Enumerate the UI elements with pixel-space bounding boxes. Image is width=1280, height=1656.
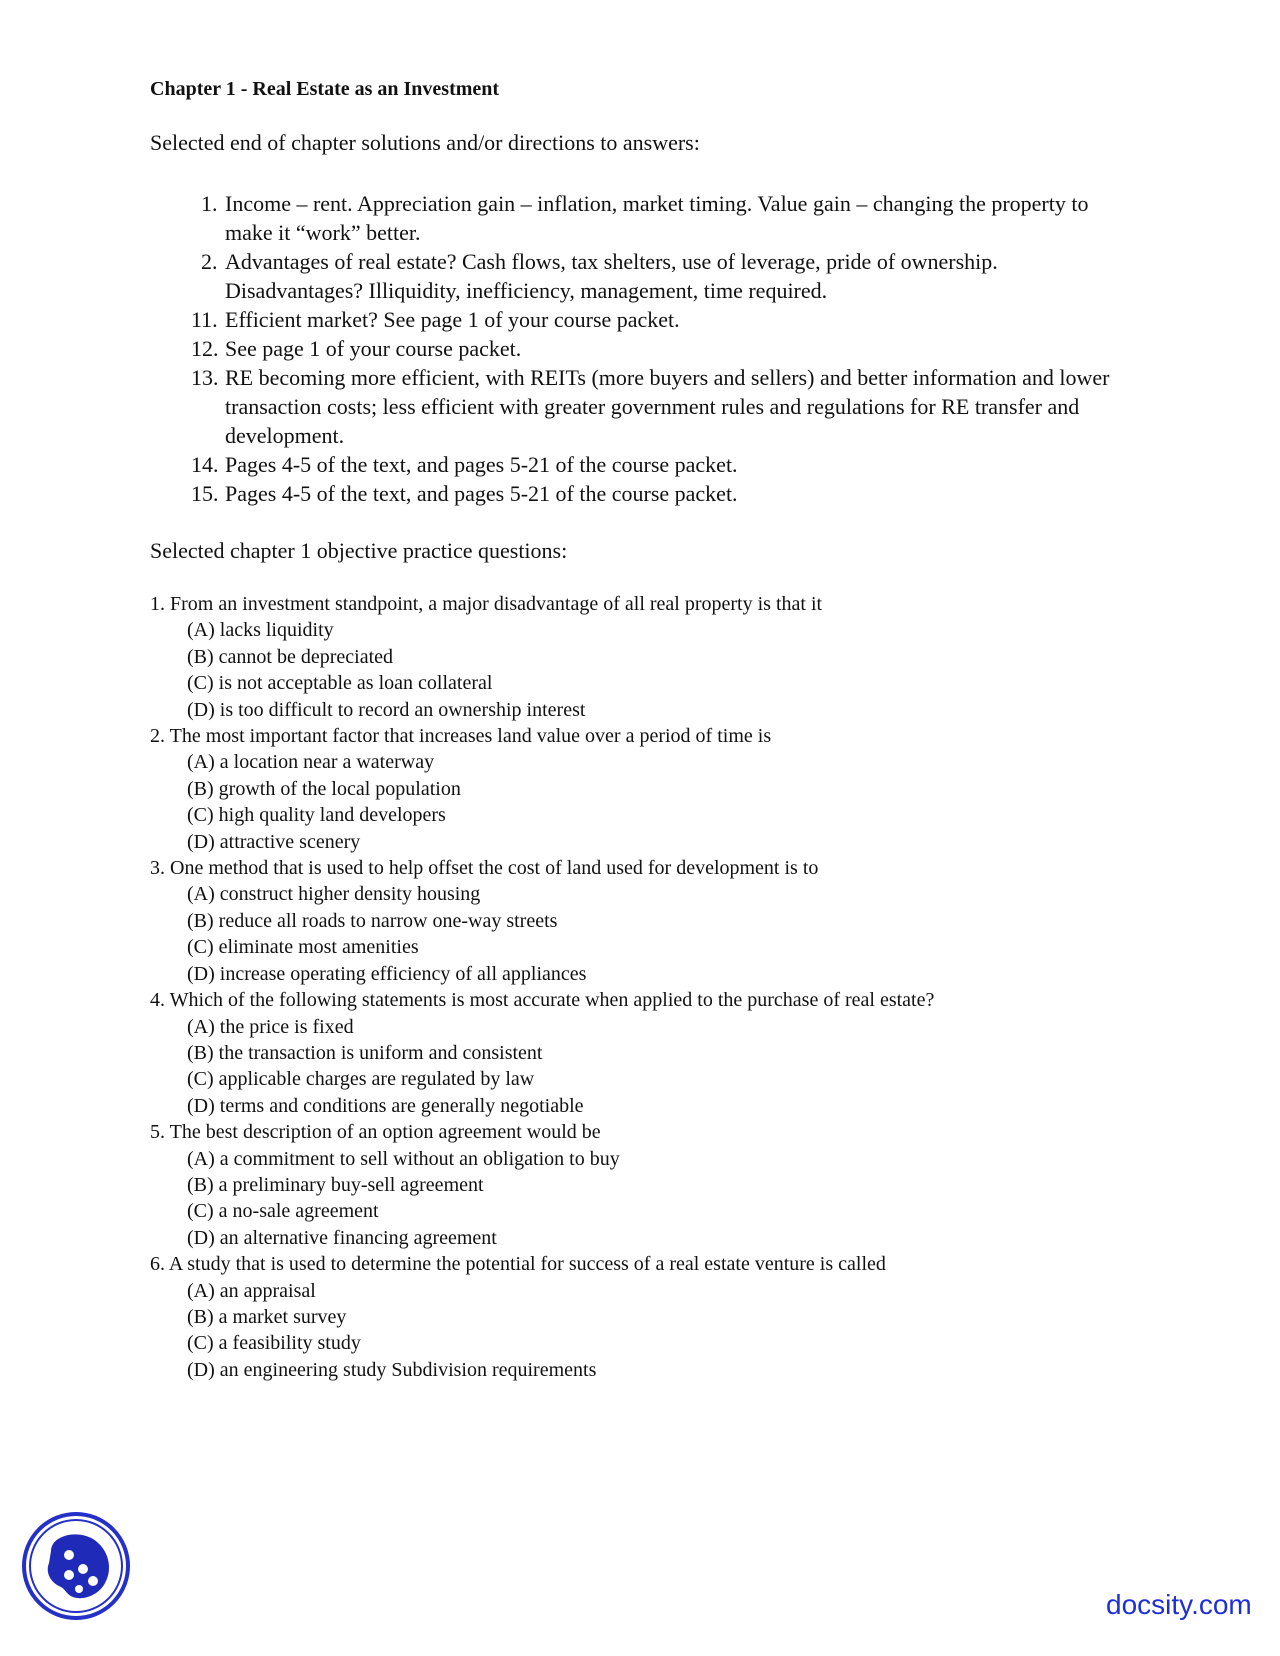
question-option: (A) the price is fixed	[187, 1015, 354, 1038]
question-option: (B) cannot be depreciated	[187, 645, 394, 668]
answer-text: See page 1 of your course packet.	[225, 336, 522, 361]
answer-text: Advantages of real estate? Cash flows, tax shelters, use of leverage, pride of ownership. Disadvantages? Illiquidity, inefficiency, management, time required.	[225, 249, 998, 303]
answer-text: Pages 4-5 of the text, and pages 5-21 of the course packet.	[225, 452, 738, 477]
answer-number: 13.	[191, 365, 219, 390]
question-option: (B) a market survey	[187, 1305, 347, 1328]
answer-item	[150, 189, 1110, 247]
question-option: (C) eliminate most amenities	[187, 936, 419, 959]
question-option: (A) lacks liquidity	[187, 619, 334, 642]
answer-text: Pages 4-5 of the text, and pages 5-21 of the course packet.	[225, 481, 738, 506]
questions-list	[150, 591, 1150, 1383]
question-option: (A) a location near a waterway	[187, 751, 435, 774]
question-option: (D) an engineering study Subdivision requirements	[187, 1358, 597, 1381]
question-option: (B) reduce all roads to narrow one-way streets	[187, 909, 558, 932]
question-option: (D) is too difficult to record an ownership interest	[187, 698, 586, 721]
answer-text: Efficient market? See page 1 of your course packet.	[225, 307, 680, 332]
answer-text: Income – rent. Appreciation gain – inflation, market timing. Value gain – changing the property to make it “work” better.	[225, 191, 1089, 245]
solutions-intro: Selected end of chapter solutions and/or directions to answers:	[150, 130, 700, 155]
answer-item	[150, 479, 1110, 508]
chapter-title: Chapter 1 - Real Estate as an Investment	[150, 78, 500, 100]
answer-item	[150, 247, 1110, 305]
question-text: 5. The best description of an option agreement would be	[150, 1121, 601, 1144]
question-option: (C) high quality land developers	[187, 804, 446, 827]
answers-list	[150, 189, 1110, 508]
question-option: (D) attractive scenery	[187, 830, 361, 853]
docsity-logo-icon[interactable]	[21, 1511, 131, 1621]
question-option: (A) a commitment to sell without an obligation to buy	[187, 1147, 620, 1170]
question-option: (B) the transaction is uniform and consistent	[187, 1041, 543, 1064]
question-option: (A) construct higher density housing	[187, 883, 481, 906]
question-option: (C) a no-sale agreement	[187, 1200, 379, 1223]
answer-number: 12.	[191, 336, 219, 361]
answer-item	[150, 305, 1110, 334]
answer-number: 15.	[191, 481, 219, 506]
answer-number: 1.	[201, 191, 218, 216]
practice-heading: Selected chapter 1 objective practice questions:	[150, 538, 568, 563]
question-text: 3. One method that is used to help offset the cost of land used for development is to	[150, 857, 819, 880]
answer-number: 14.	[191, 452, 219, 477]
question-text: 2. The most important factor that increases land value over a period of time is	[150, 725, 772, 748]
answer-number: 2.	[201, 249, 218, 274]
question-option: (A) an appraisal	[187, 1279, 316, 1302]
answer-item	[150, 450, 1110, 479]
question-text: 4. Which of the following statements is most accurate when applied to the purchase of real estate?	[150, 989, 935, 1012]
question-option: (C) a feasibility study	[187, 1332, 361, 1355]
docsity-brand-link[interactable]: docsity.com	[1106, 1589, 1252, 1620]
answer-item	[150, 334, 1110, 363]
question-option: (D) an alternative financing agreement	[187, 1226, 497, 1249]
answer-text: RE becoming more efficient, with REITs (more buyers and sellers) and better information and lower transaction costs; less efficient with greater government rules and regulations for RE transfer and development.	[225, 365, 1110, 448]
question-option: (D) increase operating efficiency of all appliances	[187, 962, 587, 985]
question-text: 6. A study that is used to determine the potential for success of a real estate venture is called	[150, 1253, 886, 1276]
question-option: (C) applicable charges are regulated by law	[187, 1068, 535, 1091]
question-option: (C) is not acceptable as loan collateral	[187, 672, 493, 695]
question-text: 1. From an investment standpoint, a major disadvantage of all real property is that it	[150, 593, 823, 615]
answer-number: 11.	[191, 307, 218, 332]
question-option: (B) a preliminary buy-sell agreement	[187, 1173, 484, 1196]
question-option: (B) growth of the local population	[187, 777, 461, 800]
answer-item	[150, 363, 1110, 450]
question-option: (D) terms and conditions are generally negotiable	[187, 1094, 584, 1117]
